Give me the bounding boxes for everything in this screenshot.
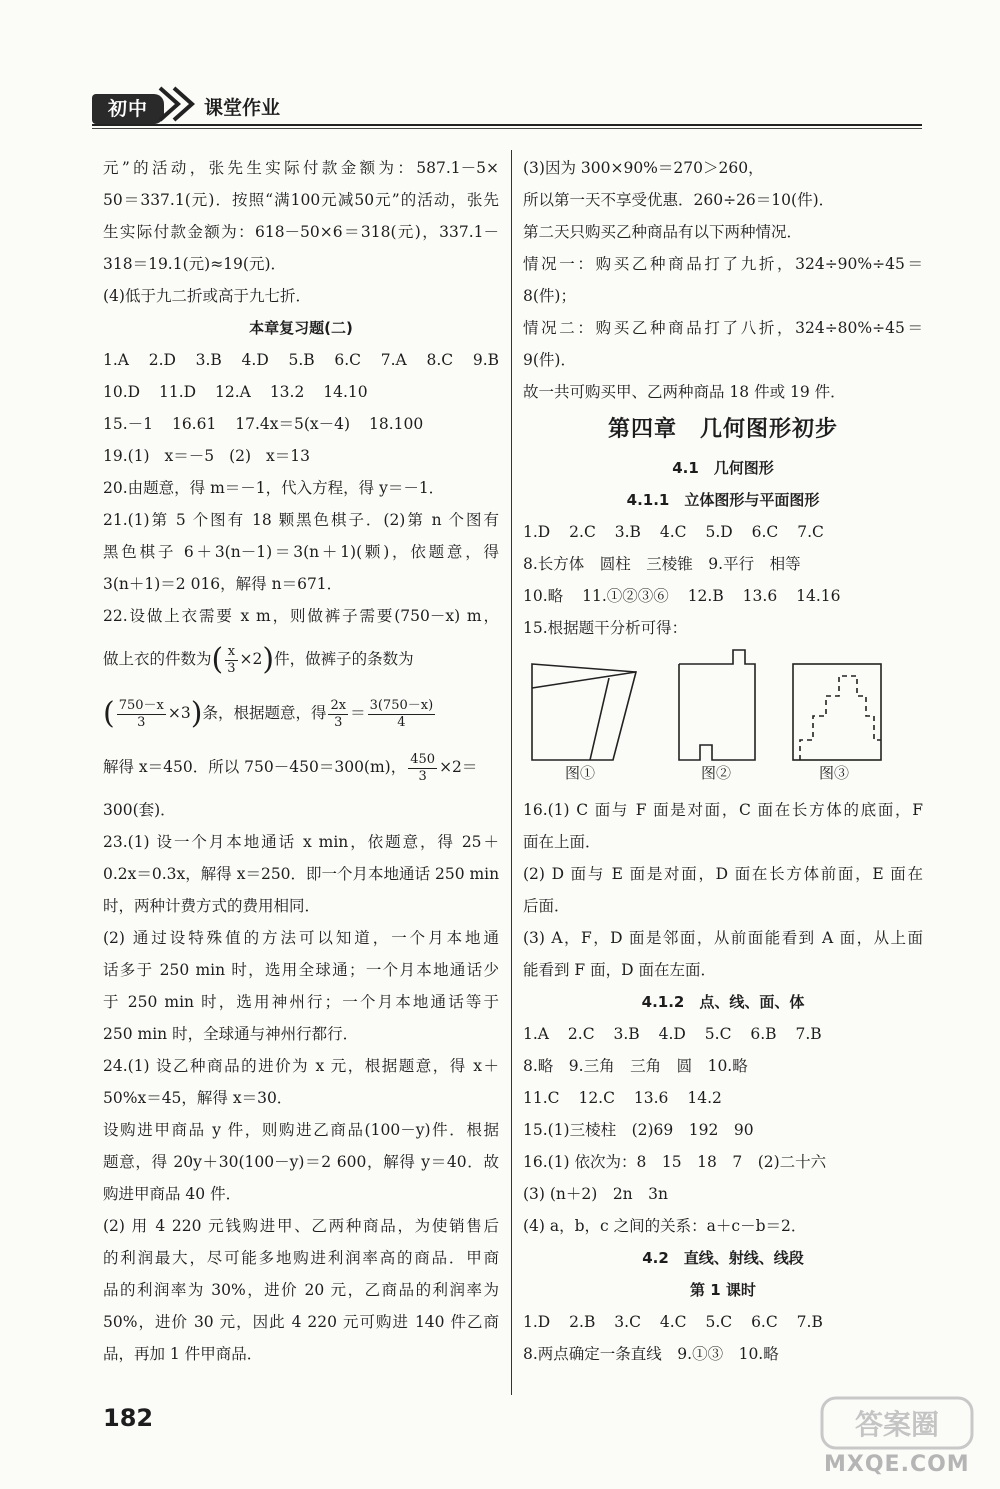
left-column bbox=[103, 152, 499, 1370]
text-line: 故一共可购买甲、乙两种商品 18 件或 19 件． bbox=[523, 383, 846, 401]
text-line: (2) 用 4 220 元钱购进甲、乙两种商品，为使销售后 bbox=[103, 1217, 499, 1235]
page-header bbox=[92, 82, 922, 127]
text-line: 318＝19.1(元)≈19(元)． bbox=[103, 255, 286, 273]
text-line: (3)因为 300×90%＝270＞260， bbox=[523, 159, 764, 177]
fraction: $\frac{450}{3}$ bbox=[410, 751, 436, 784]
text-line: 品的利润率为 30%，进价 20 元，乙商品的利润率为 bbox=[103, 1281, 499, 1299]
text-line: 9(件)． bbox=[523, 351, 576, 369]
formula-line: 解得 x＝450．所以 750－450＝300(m)， $\frac{450}{3}$ ×2＝ bbox=[103, 751, 478, 784]
text-line: 第二天只购买乙种商品有以下两种情况． bbox=[523, 223, 803, 241]
answer-row: 11.C 12.C 13.6 14.2 bbox=[523, 1089, 722, 1107]
text-line: 8(件)； bbox=[523, 287, 576, 305]
text-line: 于 250 min 时，选用神州行；一个月本地通话等于 bbox=[103, 993, 499, 1011]
text-line: 品，再加 1 件甲商品． bbox=[103, 1345, 263, 1363]
text-line: 50＝337.1(元)．按照“满100元减50元”的活动，张先 bbox=[103, 191, 499, 209]
text-line: 8.长方体 圆柱 三棱锥 9.平行 相等 bbox=[523, 555, 801, 573]
text-line: 题意，得 20y＋30(100－y)＝2 600，解得 y＝40．故 bbox=[103, 1153, 499, 1171]
text-line: 8.两点确定一条直线 9.①③ 10.略 bbox=[523, 1345, 779, 1363]
formula-line: 做上衣的件数为( $\frac{x}{3}$ ×2)件，做裤子的条数为 bbox=[103, 642, 414, 677]
formula-line: ( $\frac{750-x}{3}$ ×3)条，根据题意，得 $\frac{2x}{3}$ ＝ $\frac{3(750-x)}{4}$ bbox=[103, 696, 434, 731]
header-divider bbox=[92, 124, 922, 126]
text-line: 8.略 9.三角 三角 圆 10.略 bbox=[523, 1057, 748, 1075]
text-line: 购进甲商品 40 件． bbox=[103, 1185, 242, 1203]
answer-row: 1.A 2.C 3.B 4.D 5.C 6.B 7.B bbox=[523, 1025, 822, 1043]
text-line: 0.2x＝0.3x，解得 x＝250．即一个月本地通话 250 min bbox=[103, 865, 499, 883]
answer-row: 1.D 2.B 3.C 4.C 5.C 6.C 7.B bbox=[523, 1313, 823, 1331]
text-line: 面在上面． bbox=[523, 833, 601, 851]
text-line: (3) A，F，D 面是邻面，从前面能看到 A 面，从上面 bbox=[523, 929, 923, 947]
text-line: 生实际付款金额为：618－50×6＝318(元)，337.1－ bbox=[103, 223, 499, 241]
answer-row: 1.D 2.C 3.B 4.C 5.D 6.C 7.C bbox=[523, 523, 824, 541]
text-line: 23.(1) 设一个月本地通话 x min，依题意，得 25＋ bbox=[103, 833, 499, 851]
figure-caption: 图③ bbox=[819, 764, 850, 782]
text-line: 黑色棋子 6＋3(n－1)＝3(n＋1)(颗)，依题意，得 bbox=[103, 543, 499, 561]
text-line: 情况二：购买乙种商品打了八折，324÷80%÷45＝ bbox=[523, 319, 923, 337]
answer-row: 19.(1) x＝－5 (2) x＝13 bbox=[103, 447, 310, 465]
answer-row: 10.D 11.D 12.A 13.2 14.10 bbox=[103, 383, 368, 401]
watermark-text: MXQE.COM bbox=[824, 1452, 970, 1477]
text-line: 22.设做上衣需要 x m，则做裤子需要(750－x) m， bbox=[103, 607, 499, 625]
figure-2 bbox=[679, 650, 755, 760]
answer-row: 10.略 11.①②③⑥ 12.B 13.6 14.16 bbox=[523, 587, 841, 605]
column-divider bbox=[511, 150, 512, 1395]
text-line: 15.根据题干分析可得： bbox=[523, 619, 688, 637]
text-line: 21.(1)第 5 个图有 18 颗黑色棋子．(2)第 n 个图有 bbox=[103, 511, 499, 529]
text-line: 情况一：购买乙种商品打了九折，324÷90%÷45＝ bbox=[523, 255, 923, 273]
grade-badge: 初中 bbox=[92, 94, 164, 124]
text-line: 50%x＝45，解得 x＝30． bbox=[103, 1089, 293, 1107]
right-column bbox=[523, 152, 923, 1370]
text-line: 话多于 250 min 时，选用全球通；一个月本地通话少 bbox=[103, 961, 499, 979]
section-heading: 本章复习题(二) bbox=[249, 319, 353, 337]
text-line: (2) D 面与 E 面是对面，D 面在长方体前面，E 面在 bbox=[523, 865, 923, 883]
text-line: 能看到 F 面，D 面在左面． bbox=[523, 961, 716, 979]
text-line: 24.(1) 设乙种商品的进价为 x 元，根据题意，得 x＋ bbox=[103, 1057, 499, 1075]
text-line: 16.(1) 依次为：8 15 18 7 (2)二十六 bbox=[523, 1153, 827, 1171]
chevron-right-icon bbox=[150, 82, 210, 126]
chapter-title: 第四章 几何图形初步 bbox=[607, 417, 838, 442]
header-divider-thin bbox=[92, 128, 922, 129]
text-line: 的利润最大，尽可能多地购进利润率高的商品．甲商 bbox=[103, 1249, 499, 1267]
text-line: (3) (n＋2) 2n 3n bbox=[523, 1185, 669, 1203]
text-line: 15.(1)三棱柱 (2)69 192 90 bbox=[523, 1121, 754, 1139]
text-line: 元”的活动，张先生实际付款金额为：587.1－5× bbox=[103, 159, 499, 177]
text-line: 后面． bbox=[523, 897, 570, 915]
answer-row: 1.A 2.D 3.B 4.D 5.B 6.C 7.A 8.C 9.B bbox=[103, 351, 499, 369]
section-heading: 4.2 直线、射线、线段 bbox=[642, 1249, 804, 1267]
text-line: 3(n＋1)＝2 016，解得 n＝671． bbox=[103, 575, 343, 593]
figure-3 bbox=[793, 664, 881, 760]
fraction: $\frac{3(750-x)}{4}$ bbox=[369, 697, 434, 730]
text-line: 20.由题意，得 m＝－1，代入方程，得 y＝－1． bbox=[103, 479, 445, 497]
section-heading: 4.1.2 点、线、面、体 bbox=[641, 993, 805, 1011]
text-line: 300(套)． bbox=[103, 801, 176, 819]
section-heading: 4.1.1 立体图形与平面图形 bbox=[626, 491, 820, 509]
section-heading: 4.1 几何图形 bbox=[672, 459, 774, 477]
book-title: 课堂作业 bbox=[204, 97, 281, 119]
text-line: (2) 通过设特殊值的方法可以知道，一个月本地通 bbox=[103, 929, 499, 947]
page-number: 182 bbox=[103, 1404, 154, 1432]
fraction: $\frac{2x}{3}$ bbox=[330, 697, 347, 730]
answer-row: 15.－1 16.61 17.4x＝5(x－4) 18.100 bbox=[103, 415, 424, 433]
text-line: 时，两种计费方式的费用相同． bbox=[103, 897, 321, 915]
text-line: 设购进甲商品 y 件，则购进乙商品(100－y)件．根据 bbox=[103, 1121, 499, 1139]
text-line: 50%，进价 30 元，因此 4 220 元可购进 140 件乙商 bbox=[103, 1313, 499, 1331]
fraction: $\frac{x}{3}$ bbox=[227, 643, 236, 676]
figure-caption: 图① bbox=[565, 764, 596, 782]
fraction: $\frac{750-x}{3}$ bbox=[118, 697, 164, 730]
text-line: 16.(1) C 面与 F 面是对面，C 面在长方体的底面，F bbox=[523, 801, 923, 819]
figure-group bbox=[523, 644, 923, 794]
text-line: (4)低于九二折或高于九七折． bbox=[103, 287, 311, 305]
svg-text:答案圈: 答案圈 bbox=[854, 1408, 940, 1441]
text-line: (4) a，b，c 之间的关系：a＋c－b＝2． bbox=[523, 1217, 807, 1235]
figure-1 bbox=[532, 664, 636, 760]
section-heading: 第 1 课时 bbox=[690, 1281, 756, 1299]
text-line: 所以第一天不享受优惠．260÷26＝10(件)． bbox=[523, 191, 835, 209]
figure-caption: 图② bbox=[701, 764, 732, 782]
text-line: 250 min 时，全球通与神州行都行． bbox=[103, 1025, 359, 1043]
